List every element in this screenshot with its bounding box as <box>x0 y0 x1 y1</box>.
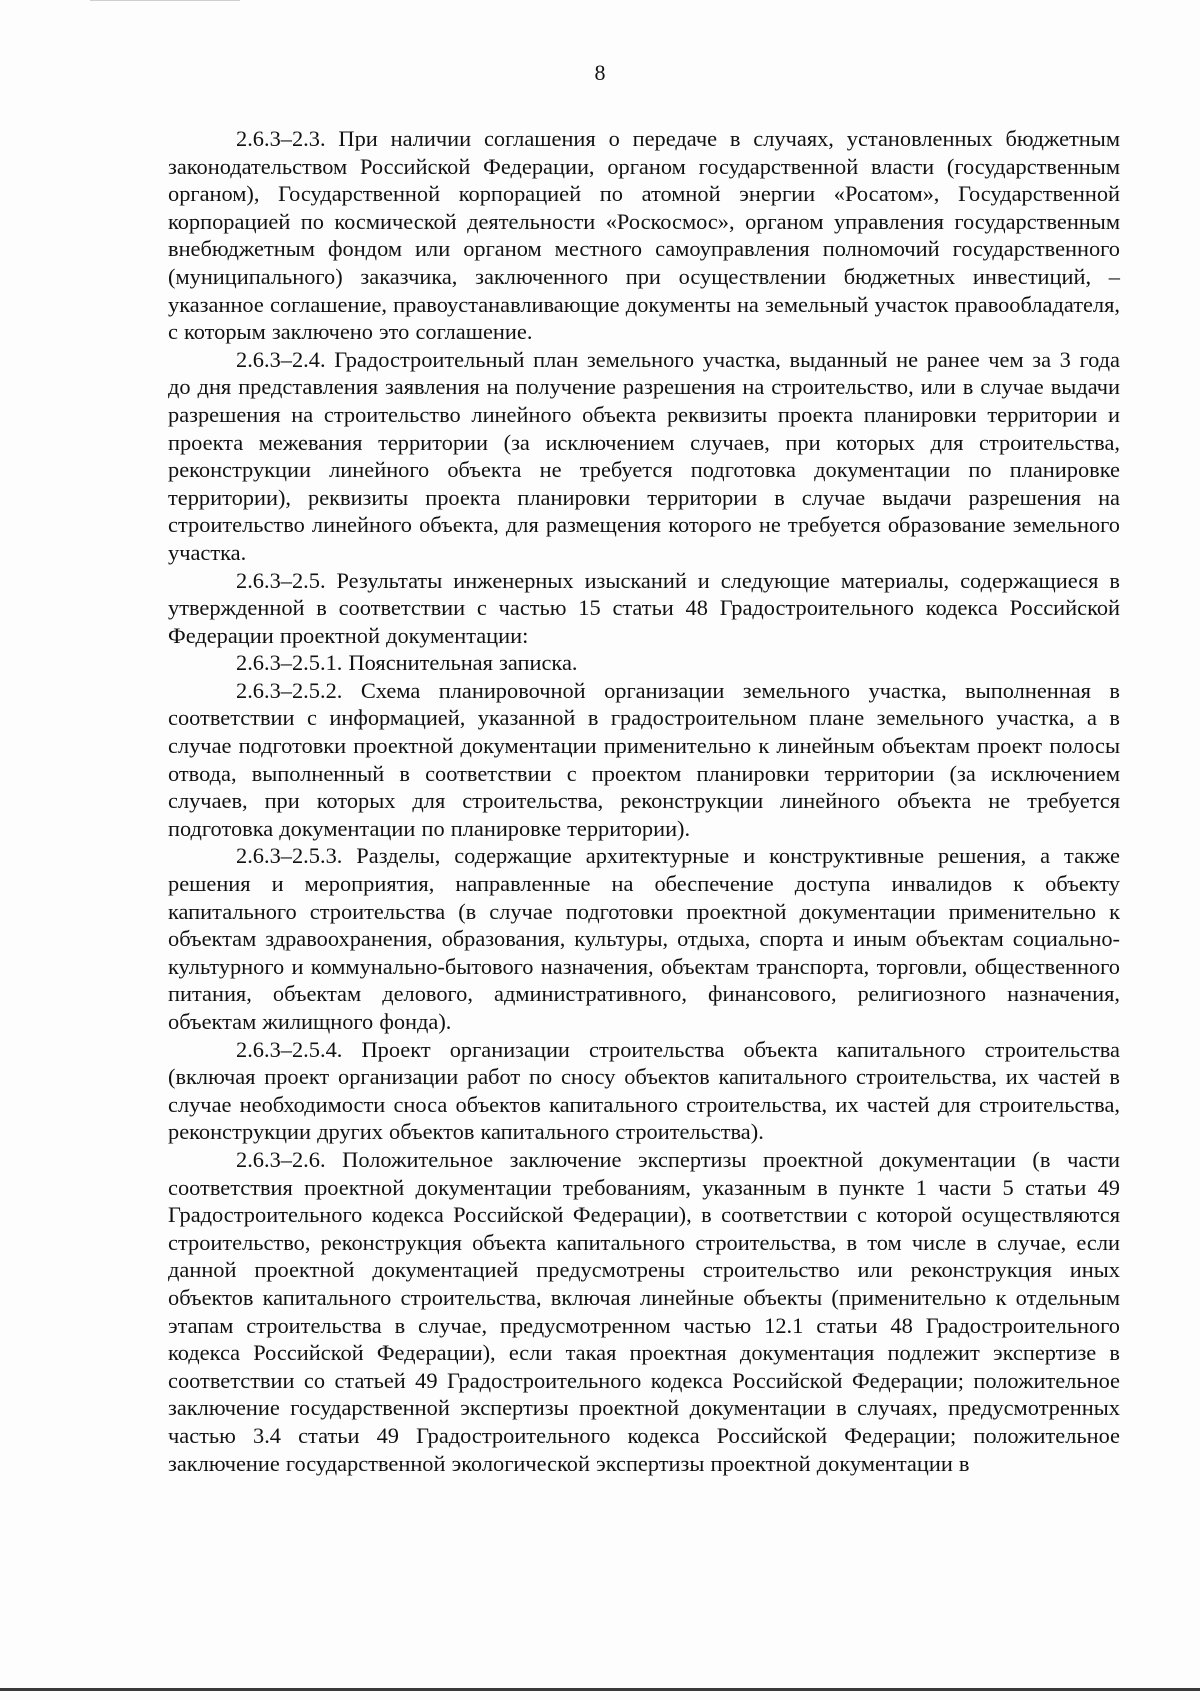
scan-edge-bottom <box>0 1688 1200 1691</box>
paragraph-2-6-3-2-5-2: 2.6.3–2.5.2. Схема планировочной организации земельного участка, выполненная в соответствии с информацией, указанной в градостроительном плане земельного участка, а в случае подготовки проектной документации применительно к линейным объектам проект полосы отвода, выполненный в соответствии с проектом планировки территории (за исключением случаев, при которых для строительства, реконструкции линейного объекта не требуется подготовка документации по планировке территории). <box>168 677 1120 841</box>
document-body <box>168 125 1120 1477</box>
paragraph-2-6-3-2-5-4: 2.6.3–2.5.4. Проект организации строительства объекта капитального строительства (включая проект организации работ по сносу объектов капитального строительства, их частей в случае необходимости сноса объектов капитального строительства, их частей для строительства, реконструкции других объектов капитального строительства). <box>168 1036 1120 1145</box>
paragraph-2-6-3-2-5-1: 2.6.3–2.5.1. Пояснительная записка. <box>236 650 578 676</box>
paragraph-2-6-3-2-4: 2.6.3–2.4. Градостроительный план земельного участка, выданный не ранее чем за 3 года до дня представления заявления на получение разрешения на строительство, или в случае выдачи разрешения на строительство линейного объекта реквизиты проекта планировки территории и проекта межевания территории (за исключением случаев, при которых для строительства, реконструкции линейного объекта не требуется подготовка документации по планировке территории), реквизиты проекта планировки территории в случае выдачи разрешения на строительство линейного объекта, для размещения которого не требуется образование земельного участка. <box>168 346 1120 565</box>
page-number: 8 <box>594 60 606 85</box>
paragraph-2-6-3-2-5-3: 2.6.3–2.5.3. Разделы, содержащие архитектурные и конструктивные решения, а также решения и мероприятия, направленные на обеспечение доступа инвалидов к объекту капитального строительства (в случае подготовки проектной документации применительно к объектам здравоохранения, образования, культуры, отдыха, спорта и иным объектам социально-культурного и коммунально-бытового назначения, объектам транспорта, торговли, общественного питания, объектам делового, административного, финансового, религиозного назначения, объектам жилищного фонда). <box>168 843 1120 1034</box>
scan-artifact-top <box>90 0 240 1</box>
paragraph-2-6-3-2-6: 2.6.3–2.6. Положительное заключение экспертизы проектной документации (в части соответствия проектной документации требованиям, указанным в пункте 1 части 5 статьи 49 Градостроительного кодекса Российской Федерации), в соответствии с которой осуществляются строительство, реконструкция объекта капитального строительства, в том числе в случае, если данной проектной документацией предусмотрены строительство или реконструкция иных объектов капитального строительства, включая линейные объекты (применительно к отдельным этапам строительства в случае, предусмотренном частью 12.1 статьи 48 Градостроительного кодекса Российской Федерации), если такая проектная документация подлежит экспертизе в соответствии со статьей 49 Градостроительного кодекса Российской Федерации; положительное заключение государственной экспертизы проектной документации в случаях, предусмотренных частью 3.4 статьи 49 Градостроительного кодекса Российской Федерации; положительное заключение государственной экологической экспертизы проектной документации в <box>168 1146 1120 1476</box>
paragraph-2-6-3-2-3: 2.6.3–2.3. При наличии соглашения о передаче в случаях, установленных бюджетным законодательством Российской Федерации, органом государственной власти (государственным органом), Государственной корпорацией по атомной энергии «Росатом», Государственной корпорацией по космической деятельности «Роскосмос», органом управления государственным внебюджетным фондом или органом местного самоуправления полномочий государственного (муниципального) заказчика, заключенного при осуществлении бюджетных инвестиций, – указанное соглашение, правоустанавливающие документы на земельный участок правообладателя, с которым заключено это соглашение. <box>168 126 1120 345</box>
paragraph-2-6-3-2-5: 2.6.3–2.5. Результаты инженерных изысканий и следующие материалы, содержащиеся в утвержденной в соответствии с частью 15 статьи 48 Градостроительного кодекса Российской Федерации проектной документации: <box>168 567 1120 648</box>
